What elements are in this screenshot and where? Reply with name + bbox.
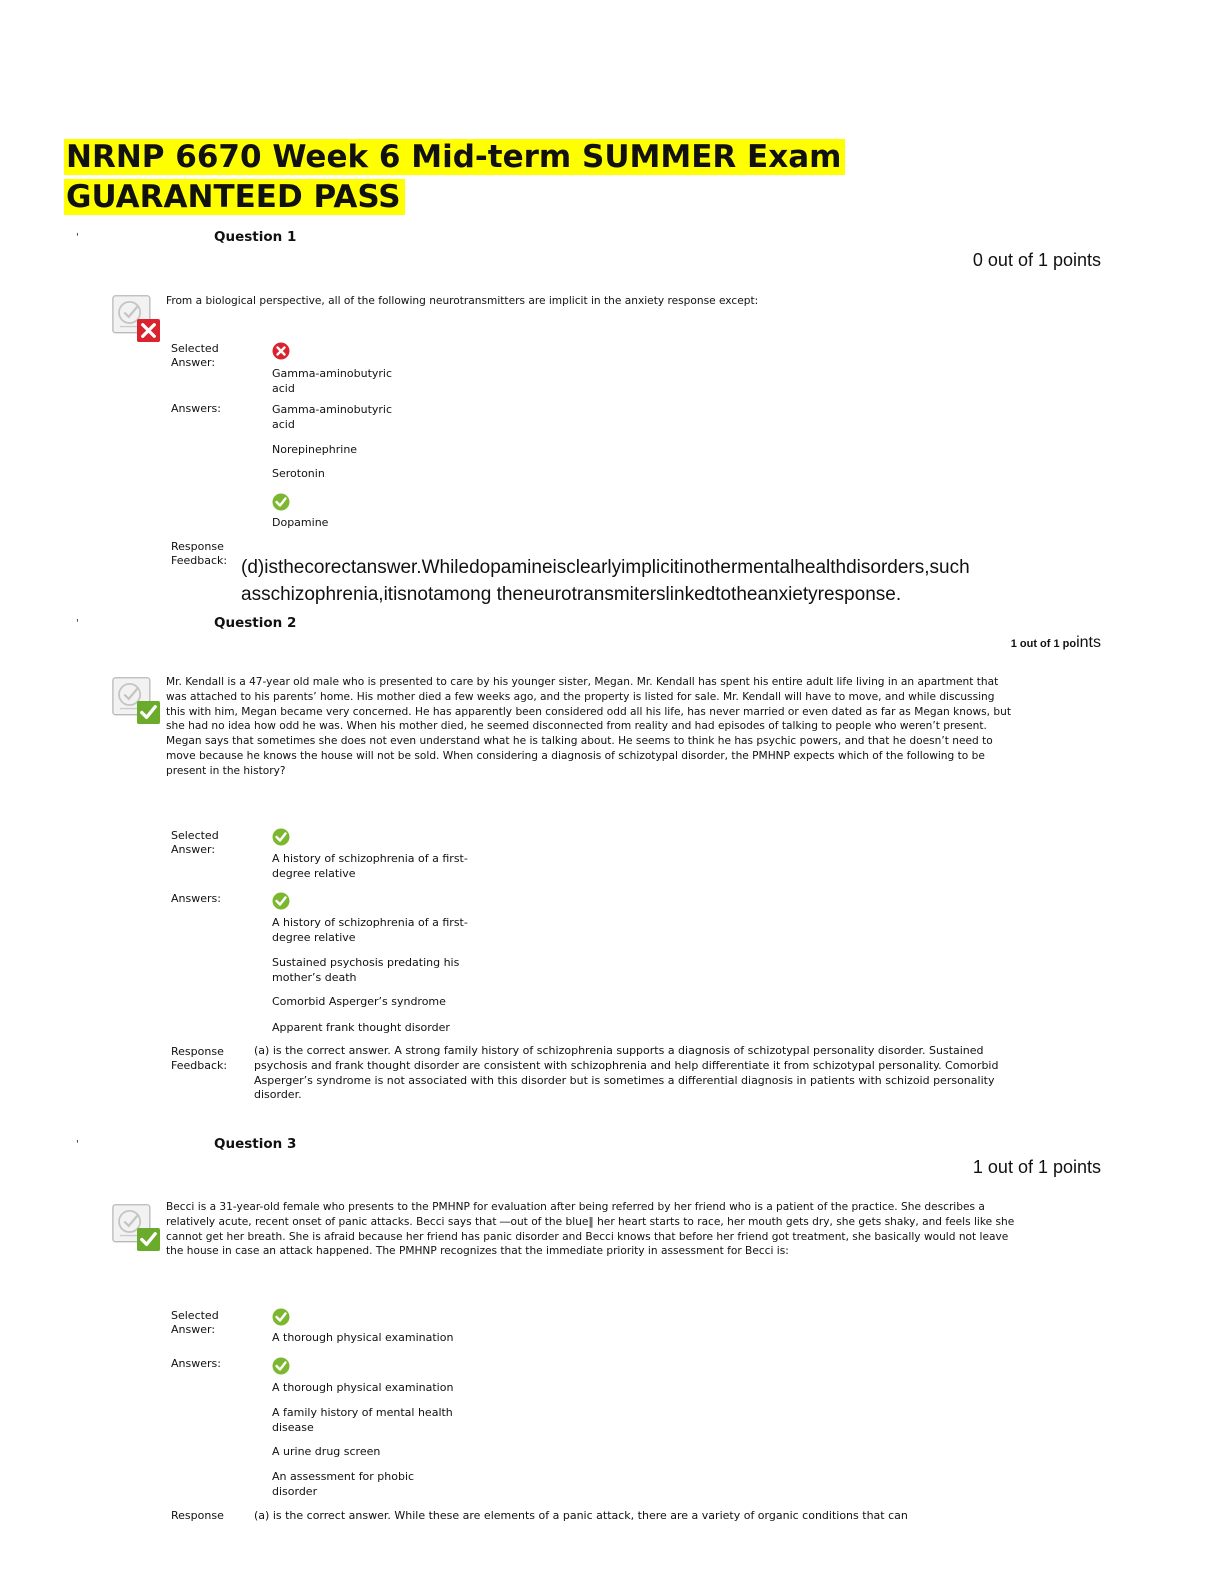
question-3-feedback: (a) is the correct answer. While these are elements of a panic attack, there are a variety of organic conditions that can [254,1509,908,1522]
question-2-answer-1: A history of schizophrenia of a first-degree relative [272,916,468,944]
graded-question-icon [112,294,162,342]
question-2-text: Mr. Kendall is a 47-year old male who is presented to care by his younger sister, Megan. Mr. Kendall has spent his entire adult life living in an apartment that was attached to his parents’ home. His mother died a few weeks ago, and the property is listed for sale. Mr. Kendall will have to move, and while discussing this with him, Megan became very concerned. He has apparently been considered odd all his life, has never married or even dated as far as Megan knows, but she had no idea how odd he was. When his mother died, he seemed disconnected from reality and had episodes of talking to people who weren’t present. Megan says that sometimes she does not even understand what he is talking about. He seems to think he has psychic powers, and that he doesn’t need to move because he knows the house will not be sold. When considering a diagnosis of schizotypal disorder, the PMHNP expects which of the following to be present in the history? [166,676,1011,777]
graded-question-icon [112,1203,162,1251]
response-feedback-label: Response Feedback: [171,1045,228,1072]
selected-answer-label: Selected Answer: [171,1309,219,1336]
check-circle-icon [272,1308,290,1326]
question-1-heading: Question 1 [214,229,297,245]
check-circle-icon [272,493,290,511]
check-circle-icon [272,892,290,910]
document-title [64,137,845,217]
response-feedback-label: Response Feedback: [171,540,228,567]
check-circle-icon [272,1357,290,1375]
question-3-selected-answer: A thorough physical examination [272,1331,454,1344]
question-1-answer-4: Dopamine [272,516,329,529]
check-circle-icon [272,828,290,846]
response-label: Response [171,1509,224,1522]
question-2-feedback: (a) is the correct answer. A strong family history of schizophrenia supports a diagnosis of schizotypal personality disorder. Sustained psychosis and frank thought disorder are consistent with schizophrenia and help differentiate it from schizotypal personality. Comorbid Asperger’s syndrome is not associated with this disorder but is sometimes a differential diagnosis in patients with schizoid personality disorder. [254,1044,999,1102]
answers-label: Answers: [171,892,221,905]
question-2-answer-2: Sustained psychosis predating his mother’s death [272,956,460,984]
question-1-text: From a biological perspective, all of the following neurotransmitters are implicit in the anxiety response except: [166,295,759,307]
question-1-feedback: (d)isthecorectanswer.Whiledopamineisclearlyimplicitinothermentalhealthdisorders,such asschizophrenia,itisnotamong theneurotransmiterslinkedtotheanxietyresponse. [241,557,970,605]
question-1-selected-answer: Gamma-aminobutyric acid [272,367,393,395]
selected-answer-label: Selected Answer: [171,342,219,369]
x-circle-icon [272,342,290,360]
question-2-score-a: 1 out of 1 po [1010,638,1077,650]
question-1-answer-2: Norepinephrine [272,443,358,456]
graded-question-icon [112,676,162,724]
question-2-score [1011,634,1101,652]
question-2-score-b: ints [1076,634,1101,651]
title-line-2: GUARANTEED PASS [64,179,405,215]
question-1-answer-3: Serotonin [272,467,325,480]
question-3-answer-4: An assessment for phobic disorder [272,1470,415,1498]
bullet-marker: ' [76,618,79,629]
bullet-marker: ' [76,232,79,243]
question-2-selected-answer: A history of schizophrenia of a first-degree relative [272,852,468,880]
question-3-answer-3: A urine drug screen [272,1445,381,1458]
question-3-heading: Question 3 [214,1136,297,1152]
title-line-1: NRNP 6670 Week 6 Mid-term SUMMER Exam [64,139,845,175]
bullet-marker: ' [76,1139,79,1150]
question-1-answer-1: Gamma-aminobutyric acid [272,403,393,431]
question-2-answer-4: Apparent frank thought disorder [272,1021,450,1034]
question-2-answer-3: Comorbid Asperger’s syndrome [272,995,446,1008]
question-3-answer-2: A family history of mental health disease [272,1406,453,1434]
question-3-score: 1 out of 1 points [972,1157,1101,1177]
question-2-heading: Question 2 [214,615,297,631]
answers-label: Answers: [171,1357,221,1370]
question-3-text: Becci is a 31-year-old female who presents to the PMHNP for evaluation after being referred by her friend who is a patient of the practice. She describes a relatively acute, recent onset of panic attacks. Becci says that ―out of the blue‖ her heart starts to race, her mouth gets dry, she gets shaky, and feels like she cannot get her breath. She is afraid because her friend has panic disorder and Becci knows that before her friend got treatment, she basically would not leave the house in case an attack happened. The PMHNP recognizes that the immediate priority in assessment for Becci is: [166,1201,1015,1258]
answers-label: Answers: [171,402,221,415]
question-1-score: 0 out of 1 points [972,250,1101,270]
question-3-answer-1: A thorough physical examination [272,1381,454,1394]
selected-answer-label: Selected Answer: [171,829,219,856]
